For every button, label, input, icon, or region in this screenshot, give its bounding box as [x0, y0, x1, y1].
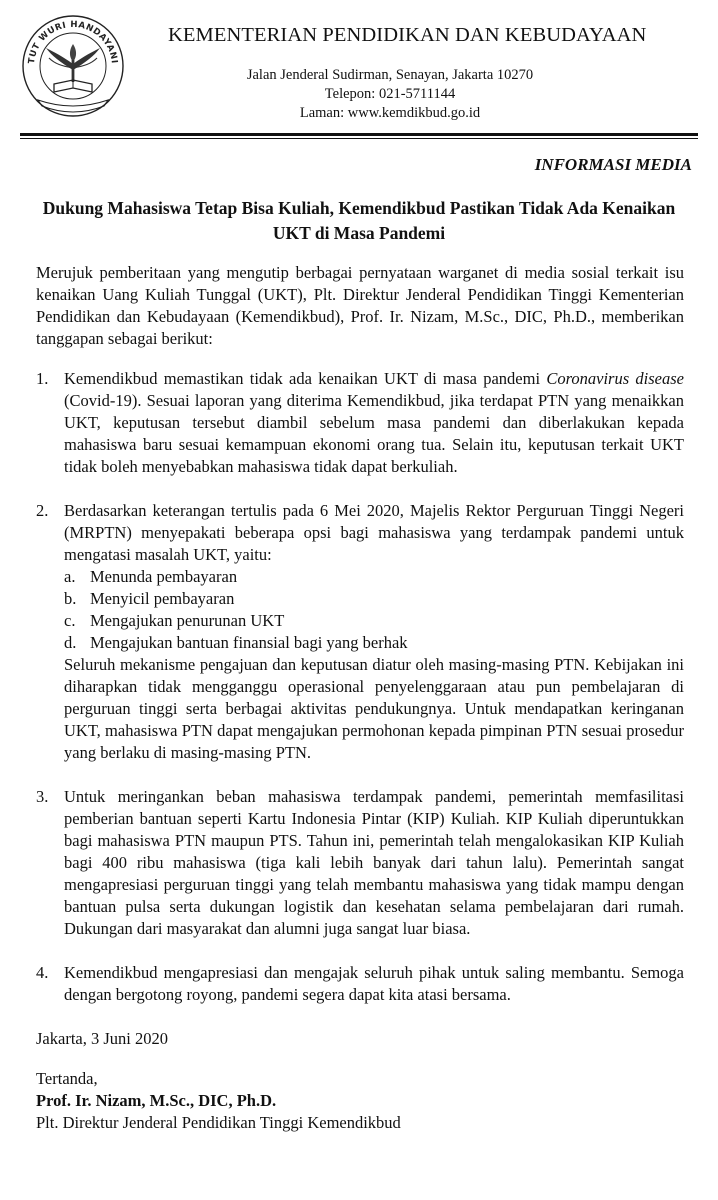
point-text: Berdasarkan keterangan tertulis pada 6 Mei 2020, Majelis Rektor Perguruan Tinggi Negeri (MRPTN) menyepakati beberapa opsi bagi mahasiswa yang terdampak pandemi untuk mengatasi masalah UKT, yaitu: — [64, 501, 684, 564]
press-release-body — [36, 262, 684, 1134]
list-item: b. Menyicil pembayaran — [64, 589, 235, 608]
list-item: c. Mengajukan penurunan UKT — [64, 611, 285, 630]
signatory-title: Plt. Direktur Jenderal Pendidikan Tinggi Kemendikbud — [36, 1113, 401, 1132]
letterhead-rule-thick — [20, 133, 698, 136]
point-followup-text: Seluruh mekanisme pengajuan dan keputusan diatur oleh masing-masing PTN. Kebijakan ini diharapkan tidak mengganggu operasional penyelenggaraan atau pun pembelajaran di perguruan tinggi serta berbagai aktivitas pendukungnya. Untuk mendapatkan keringanan UKT, mahasiswa PTN dapat mengajukan permohonan kepada pimpinan PTN sesuai prosedur yang berlaku di masing-masing PTN. — [64, 655, 684, 762]
point-text: Untuk meringankan beban mahasiswa terdampak pandemi, pemerintah memfasilitasi pemberian bantuan seperti Kartu Indonesia Pintar (KIP) Kuliah. KIP Kuliah diperuntukkan bagi mahasiswa PTN maupun PTS. Tahun ini, pemerintah telah mengalokasikan KIP Kuliah bagi 400 ribu mahasiswa (tiga kali lebih banyak dari tahun lalu). Pemerintah sangat mengapresiasi perguruan tinggi yang telah membantu mahasiswa yang tidak mampu dengan bantuan pulsa serta dukungan logistik dan kesehatan selama pembelajaran dari rumah. Dukungan dari masyarakat dan alumni juga sangat luar biasa. — [64, 787, 684, 938]
point-number: 1. — [36, 369, 49, 388]
point-number: 4. — [36, 963, 49, 982]
address-block — [220, 66, 560, 123]
point-text: Kemendikbud mengapresiasi dan mengajak seluruh pihak untuk saling membantu. Semoga dengan bergotong royong, pandemi segera dapat kita atasi bersama. — [64, 963, 684, 1004]
ministry-name: KEMENTERIAN PENDIDIKAN DAN KEBUDAYAAN — [168, 24, 647, 46]
headline: Dukung Mahasiswa Tetap Bisa Kuliah, Kemendikbud Pastikan Tidak Ada Kenaikan UKT di Masa Pandemi — [42, 198, 676, 243]
signature-label: Tertanda, — [36, 1069, 98, 1088]
address-street: Jalan Jenderal Sudirman, Senayan, Jakarta 10270 — [246, 67, 534, 83]
letterhead-rule-thin — [20, 138, 698, 139]
date-line: Jakarta, 3 Juni 2020 — [36, 1029, 168, 1048]
signature-block — [36, 1068, 684, 1134]
list-item: d. Mengajukan bantuan finansial bagi yang berhak — [64, 633, 408, 652]
address-website: Laman: www.kemdikbud.go.id — [299, 105, 481, 121]
list-item: a. Menunda pembayaran — [64, 567, 238, 586]
tut-wuri-handayani-logo — [18, 8, 128, 120]
letterhead — [0, 0, 718, 140]
point-2 — [36, 500, 684, 764]
point-number: 3. — [36, 787, 49, 806]
options-list — [64, 566, 684, 654]
italic-term: Coronavirus disease — [546, 369, 684, 388]
point-1 — [36, 368, 684, 478]
address-phone: Telepon: 021-5711144 — [324, 86, 456, 102]
point-text: Kemendikbud memastikan tidak ada kenaikan UKT di masa pandemi Coronavirus disease (Covid-19). Sesuai laporan yang diterima Kemendikbud, jika terdapat PTN yang menaikkan UKT, keputusan tersebut diambil sebelum masa pandemi dan diberlakukan kepada mahasiswa baru sesuai kemampuan ekonomi orang tua. Selain itu, keputusan terkait UKT tidak boleh menyebabkan mahasiswa tidak dapat berkuliah. — [64, 369, 684, 476]
point-4 — [36, 962, 684, 1006]
signatory-name: Prof. Ir. Nizam, M.Sc., DIC, Ph.D. — [36, 1091, 277, 1110]
document-type-label: INFORMASI MEDIA — [534, 155, 692, 174]
point-3 — [36, 786, 684, 940]
point-number: 2. — [36, 501, 49, 520]
svg-text:TUT WURI HANDAYANI: TUT WURI HANDAYANI — [26, 19, 119, 65]
intro-paragraph: Merujuk pemberitaan yang mengutip berbagai pernyataan warganet di media sosial terkait isu kenaikan Uang Kuliah Tunggal (UKT), Plt. Direktur Jenderal Pendidikan Tinggi Kementerian Pendidikan dan Kebudayaan (Kemendikbud), Prof. Ir. Nizam, M.Sc., DIC, Ph.D., memberikan tanggapan sebagai berikut: — [36, 263, 684, 348]
